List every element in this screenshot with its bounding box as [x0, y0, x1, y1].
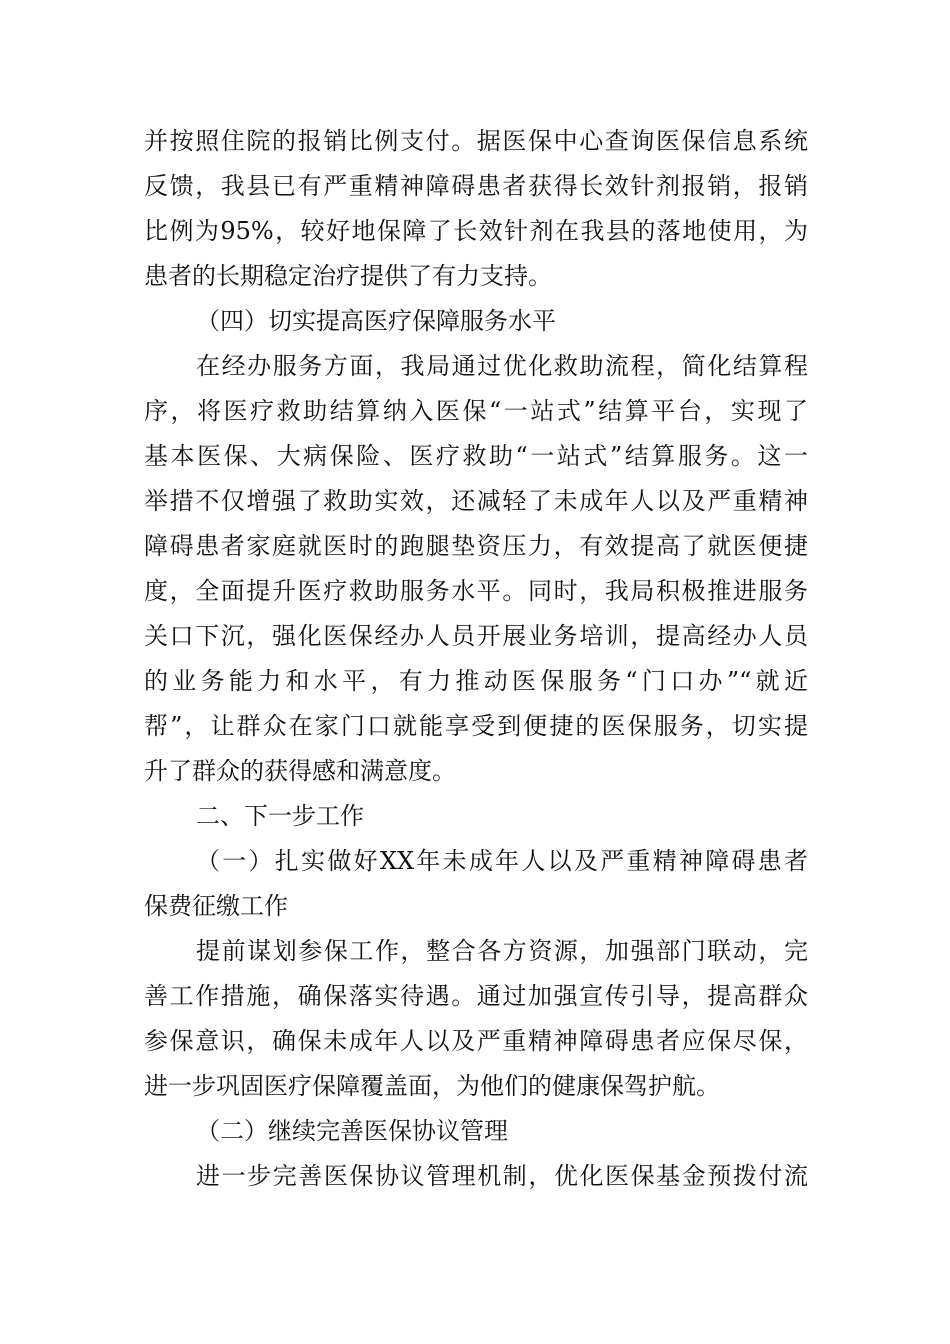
text-line: 障碍患者家庭就医时的跑腿垫资压力，有效提高了就医便捷 — [144, 532, 808, 560]
section-heading-continued: 保费征缴工作 — [144, 892, 288, 920]
text-line: 反馈，我县已有严重精神障碍患者获得长效针剂报销，报销 — [144, 172, 808, 200]
text-line: 并按照住院的报销比例支付。据医保中心查询医保信息系统 — [144, 127, 808, 155]
text-line: 在经办服务方面，我局通过优化救助流程，简化结算程 — [196, 352, 808, 380]
text-line: 进一步巩固医疗保障覆盖面，为他们的健康保驾护航。 — [144, 1072, 720, 1100]
text-line: 基本医保、大病保险、医疗救助“一站式”结算服务。这一 — [144, 442, 808, 470]
text-line: 参保意识，确保未成年人以及严重精神障碍患者应保尽保， — [144, 1027, 808, 1055]
chapter-heading: 二、下一步工作 — [196, 802, 364, 830]
text-line: 序，将医疗救助结算纳入医保“一站式”结算平台，实现了 — [144, 397, 808, 425]
section-heading: （四）切实提高医疗保障服务水平 — [196, 307, 556, 335]
text-line: 提前谋划参保工作，整合各方资源，加强部门联动，完 — [196, 937, 808, 965]
text-line: 帮”，让群众在家门口就能享受到便捷的医保服务，切实提 — [144, 712, 808, 740]
section-heading: （一）扎实做好XX年未成年人以及严重精神障碍患者 — [196, 847, 808, 875]
text-line: 关口下沉，强化医保经办人员开展业务培训，提高经办人员 — [144, 622, 808, 650]
text-line: 比例为95%，较好地保障了长效针剂在我县的落地使用，为 — [144, 217, 808, 245]
text-line: 的业务能力和水平，有力推动医保服务“门口办”“就近 — [144, 667, 808, 695]
text-line: 升了群众的获得感和满意度。 — [144, 757, 456, 785]
text-line: 善工作措施，确保落实待遇。通过加强宣传引导，提高群众 — [144, 982, 808, 1010]
text-line: 度，全面提升医疗救助服务水平。同时，我局积极推进服务 — [144, 577, 808, 605]
text-line: 患者的长期稳定治疗提供了有力支持。 — [144, 262, 552, 290]
text-line: 进一步完善医保协议管理机制，优化医保基金预拨付流 — [196, 1162, 808, 1190]
section-heading: （二）继续完善医保协议管理 — [196, 1117, 508, 1145]
text-line: 举措不仅增强了救助实效，还减轻了未成年人以及严重精神 — [144, 487, 808, 515]
